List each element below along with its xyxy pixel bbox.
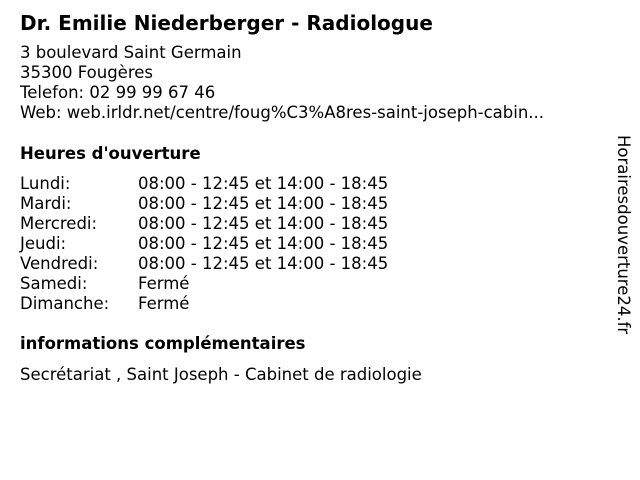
site-watermark-label: Horairesdouverture24.fr [614, 135, 633, 335]
additional-info-text: Secrétariat , Saint Joseph - Cabinet de radiologie [20, 365, 422, 384]
opening-hours-heading: Heures d'ouverture [20, 144, 201, 163]
time-value: 08:00 - 12:45 et 14:00 - 18:45 [138, 194, 389, 213]
address-city: 35300 Fougères [20, 63, 153, 82]
day-label: Mardi: [20, 194, 72, 213]
address-street: 3 boulevard Saint Germain [20, 43, 242, 62]
time-value: Fermé [138, 274, 190, 293]
time-value: 08:00 - 12:45 et 14:00 - 18:45 [138, 234, 389, 253]
page-title: Dr. Emilie Niederberger - Radiologue [20, 11, 433, 35]
web-text: Web: web.irldr.net/centre/foug%C3%A8res-saint-joseph-cabin... [20, 103, 545, 122]
day-label: Vendredi: [20, 254, 99, 273]
day-label: Lundi: [20, 174, 71, 193]
phone-text: Telefon: 02 99 99 67 46 [20, 83, 216, 102]
time-value: 08:00 - 12:45 et 14:00 - 18:45 [138, 214, 389, 233]
day-label: Jeudi: [20, 234, 67, 253]
day-label: Samedi: [20, 274, 88, 293]
additional-info-heading: informations complémentaires [20, 334, 306, 353]
time-value: 08:00 - 12:45 et 14:00 - 18:45 [138, 174, 389, 193]
time-value: 08:00 - 12:45 et 14:00 - 18:45 [138, 254, 389, 273]
time-value: Fermé [138, 294, 190, 313]
day-label: Mercredi: [20, 214, 98, 233]
contact-block [20, 43, 544, 123]
day-label: Dimanche: [20, 294, 110, 313]
